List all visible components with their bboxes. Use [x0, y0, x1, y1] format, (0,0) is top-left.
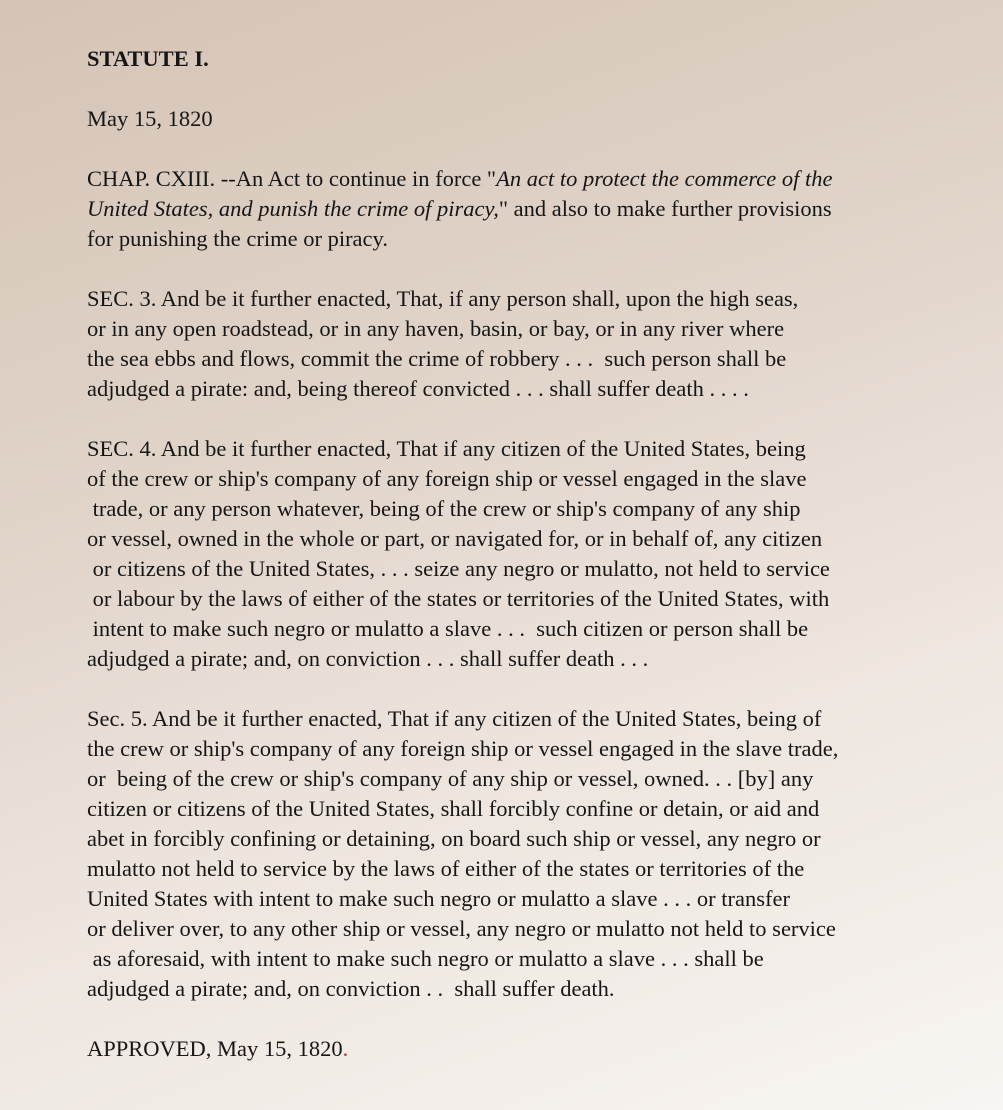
chapter-line-2 [87, 194, 987, 224]
statute-date [87, 104, 987, 134]
chapter-line-1 [87, 164, 987, 194]
chapter-line-2-suffix: " and also to make further provisions [498, 196, 832, 221]
approved-period: . [342, 1036, 349, 1061]
section-5 [87, 704, 987, 1004]
approved-line [87, 1034, 987, 1064]
sec4-line: adjudged a pirate; and, on conviction . . . shall suffer death . . . [87, 646, 649, 671]
sec4-line: or citizens of the United States, . . . seize any negro or mulatto, not held to service [87, 556, 830, 581]
sec5-line: or deliver over, to any other ship or vessel, any negro or mulatto not held to service [87, 916, 836, 941]
sec5-line: or being of the crew or ship's company of any ship or vessel, owned. . . [by] any [87, 766, 814, 791]
sec3-line: adjudged a pirate: and, being thereof convicted . . . shall suffer death . . . . [87, 376, 749, 401]
sec5-line: United States with intent to make such negro or mulatto a slave . . . or transfer [87, 886, 790, 911]
chapter-line-1-italic: An act to protect the commerce of the [496, 166, 833, 191]
sec5-line: as aforesaid, with intent to make such negro or mulatto a slave . . . shall be [87, 946, 764, 971]
sec3-line: or in any open roadstead, or in any haven, basin, or bay, or in any river where [87, 316, 785, 341]
approved-text: APPROVED, May 15, 1820 [87, 1036, 343, 1061]
statute-heading: STATUTE I. [87, 46, 209, 71]
sec4-line: intent to make such negro or mulatto a slave . . . such citizen or person shall be [87, 616, 809, 641]
sec5-line: adjudged a pirate; and, on conviction . . shall suffer death. [87, 976, 615, 1001]
sec3-line: SEC. 3. And be it further enacted, That, if any person shall, upon the high seas, [87, 286, 799, 311]
sec4-line: trade, or any person whatever, being of the crew or ship's company of any ship [87, 496, 801, 521]
sec5-line: mulatto not held to service by the laws of either of the states or territories of the [87, 856, 805, 881]
sec4-line: of the crew or ship's company of any foreign ship or vessel engaged in the slave [87, 466, 807, 491]
sec4-line: SEC. 4. And be it further enacted, That if any citizen of the United States, being [87, 436, 806, 461]
sec3-line: the sea ebbs and flows, commit the crime of robbery . . . such person shall be [87, 346, 787, 371]
sec5-line: abet in forcibly confining or detaining, on board such ship or vessel, any negro or [87, 826, 821, 851]
chapter-paragraph [87, 164, 987, 254]
chapter-line-3: for punishing the crime or piracy. [87, 226, 388, 251]
sec4-line: or labour by the laws of either of the states or territories of the United States, with [87, 586, 830, 611]
section-3 [87, 284, 987, 404]
statute-document [87, 44, 987, 1064]
chapter-line-1-prefix: CHAP. CXIII. --An Act to continue in force " [87, 166, 497, 191]
section-4 [87, 434, 987, 674]
sec5-line: Sec. 5. And be it further enacted, That if any citizen of the United States, being of [87, 706, 822, 731]
chapter-line-2-italic: United States, and punish the crime of piracy, [87, 196, 499, 221]
date-line: May 15, 1820 [87, 106, 213, 131]
sec4-line: or vessel, owned in the whole or part, or navigated for, or in behalf of, any citizen [87, 526, 823, 551]
sec5-line: the crew or ship's company of any foreign ship or vessel engaged in the slave trade, [87, 736, 839, 761]
sec5-line: citizen or citizens of the United States, shall forcibly confine or detain, or aid and [87, 796, 820, 821]
